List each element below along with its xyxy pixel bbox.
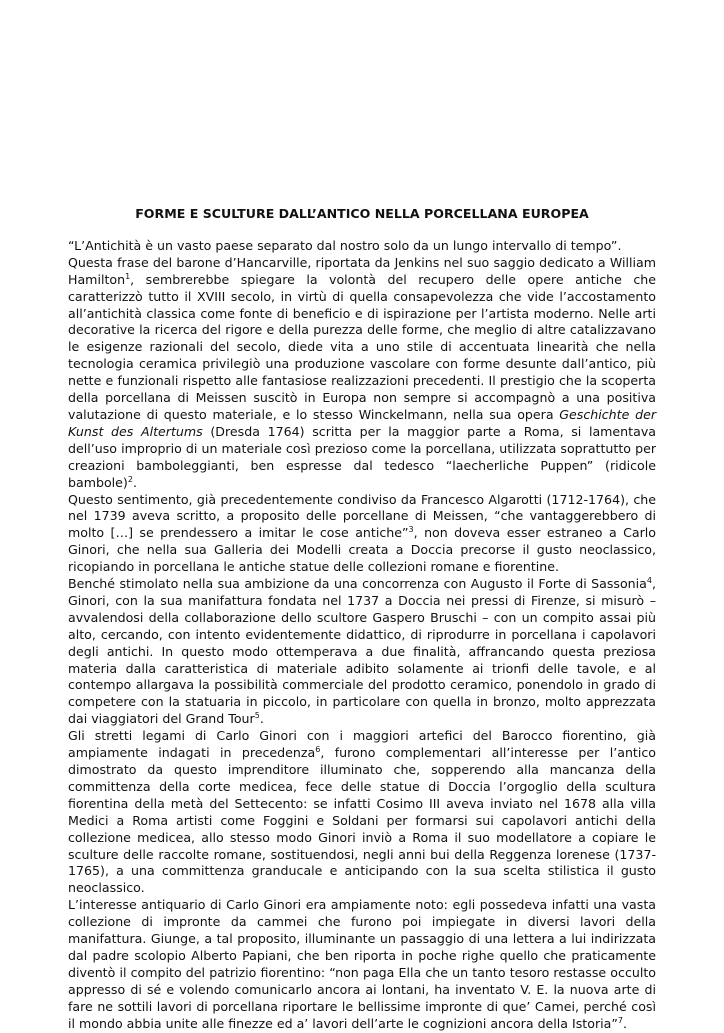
book-title: Geschichte der Kunst des Altertums bbox=[68, 406, 656, 439]
p1-text-b: , sembrerebbe spiegare la volontà del recupero delle opere antiche che caratterizzò tutto il XVIII secolo, in virtù di quella consapevolezza che vide l’accostamento all’antichità classica come fonte di beneficio e di ispirazione per l’artista moderno. Nelle arti decorative la ricerca del rigore e della purezza delle forme, che meglio di altre catalizzavano le esigenze razionali del secolo, diede vita a uno stile di accentuata linearità che nella tecnologia ceramica privilegiò una produzione vascolare con forme desunte dall’antico, più nette e funzionali rispetto alle fantasiose realizzazioni precedenti. Il prestigio che la scoperta della porcellana di Meissen suscitò in Europa non sempre si accompagnò a una positiva valutazione di questo materiale, e lo stesso Winckelmann, nella sua opera bbox=[68, 271, 656, 422]
p4-text-a: Gli stretti legami di Carlo Ginori con i maggiori artefici del Barocco fiorentino, già ampiamente indagati in precedenza bbox=[68, 728, 656, 761]
paragraph-3 bbox=[68, 576, 656, 728]
footnote-ref-1: 1 bbox=[125, 271, 131, 281]
p2-text-b: , non doveva esser estraneo a Carlo Ginori, che nella sua Galleria dei Modelli creata a Doccia precorse il gusto neoclassico, ricopiando in porcellana le antiche statue delle collezioni romane e fiorentine. bbox=[68, 525, 656, 575]
document-page bbox=[68, 206, 656, 1033]
p4-text-b: , furono complementari all’interesse per l’antico dimostrato da questo imprenditore illuminato che, sopperendo alla mancanza della committenza della corte medicea, fece delle statue di Doccia l’orgoglio della scultura fiorentina della metà del Settecento: se infatti Cosimo III aveva inviato nel 1678 alla villa Medici a Roma artisti come Foggini e Soldani per formarsi sui capolavori antichi della collezione medicea, allo stesso modo Ginori inviò a Roma il suo modellatore a copiare le sculture delle raccolte romane, sostituendosi, negli anni bui della Reggenza lorenese (1737-1765), a una committenza granducale e anticipando con la sua scelta stilistica il gusto neoclassico. bbox=[68, 745, 656, 896]
paragraph-1 bbox=[68, 255, 656, 492]
p5-text-a: L’interesse antiquario di Carlo Ginori era ampiamente noto: egli possedeva infatti una vasta collezione di impronte da cammei che furono poi impiegate in diversi lavori della manifattura. Giunge, a tal proposito, illuminante un passaggio di una lettera a lui indirizzata dal padre scolopio Alberto Papiani, che ben riporta in poche righe quello che praticamente diventò il compito del patrizio fiorentino: “non paga Ella che un tanto tesoro restasse occulto appresso di sé e volendo comunicarlo ancora ai lontani, ha inventato V. E. la nuova arte di fare ne sottili lavori di porcellana riportare le bellissime impronte di que’ Camei, perché così il mondo abbia unite alle finezze ed a’ lavori dell’arte le cognizioni ancora della Istoria” bbox=[68, 897, 656, 1031]
paragraph-2 bbox=[68, 492, 656, 577]
footnote-ref-7: 7 bbox=[617, 1015, 623, 1025]
footnote-ref-3: 3 bbox=[408, 525, 414, 535]
p1-text-a: Questa frase del barone d’Hancarville, riportata da Jenkins nel suo saggio dedicato a William Hamilton bbox=[68, 254, 656, 287]
p3-text-c: . bbox=[259, 711, 264, 727]
p2-text-a: Questo sentimento, già precedentemente condiviso da Francesco Algarotti (1712-1764), che nel 1739 aveva scritto, a proposito delle porcellane di Meissen, “che vantaggerebbero di molto […] se prendessero a imitar le cose antiche” bbox=[68, 491, 656, 541]
footnote-ref-6: 6 bbox=[315, 744, 321, 754]
p1-text-d: . bbox=[132, 474, 137, 490]
footnote-ref-2: 2 bbox=[127, 474, 133, 484]
paragraph-5 bbox=[68, 897, 656, 1032]
paragraph-4 bbox=[68, 728, 656, 897]
document-title: FORME E SCULTURE DALL’ANTICO NELLA PORCELLANA EUROPEA bbox=[135, 206, 589, 221]
footnote-ref-4: 4 bbox=[646, 575, 652, 585]
p3-text-b: , Ginori, con la sua manifattura fondata nel 1737 a Doccia nei pressi di Firenze, si misurò – avvalendosi della collaborazione dello scultore Gaspero Bruschi – con un compito assai più alto, cercando, con intento evidentemente didattico, di riprodurre in porcellana i capolavori degli antichi. In questo modo ottemperava a due finalità, affrancando questa preziosa materia dalla caratteristica di materiale adibito solamente ai trionfi delle tavole, e al contempo allargava la possibilità commerciale del prodotto ceramico, ponendolo in grado di competere con la statuaria in piccolo, in particolare con quella in bronzo, molto apprezzata dai viaggiatori del Grand Tour bbox=[68, 576, 656, 727]
p3-text-a: Benché stimolato nella sua ambizione da una concorrenza con Augusto il Forte di Sassonia bbox=[68, 576, 647, 592]
opening-quote: “L’Antichità è un vasto paese separato dal nostro solo da un lungo intervallo di tempo”. bbox=[68, 237, 622, 253]
footnote-ref-5: 5 bbox=[254, 711, 260, 721]
p5-text-b: . bbox=[622, 1015, 627, 1031]
p1-text-c: (Dresda 1764) scritta per la maggior parte a Roma, si lamentava dell’uso improprio di un materiale così prezioso come la porcellana, utilizzata soprattutto per creazioni bamboleggianti, ben espresse dal tedesco “laecherliche Puppen” (ridicole bambole) bbox=[68, 423, 656, 490]
